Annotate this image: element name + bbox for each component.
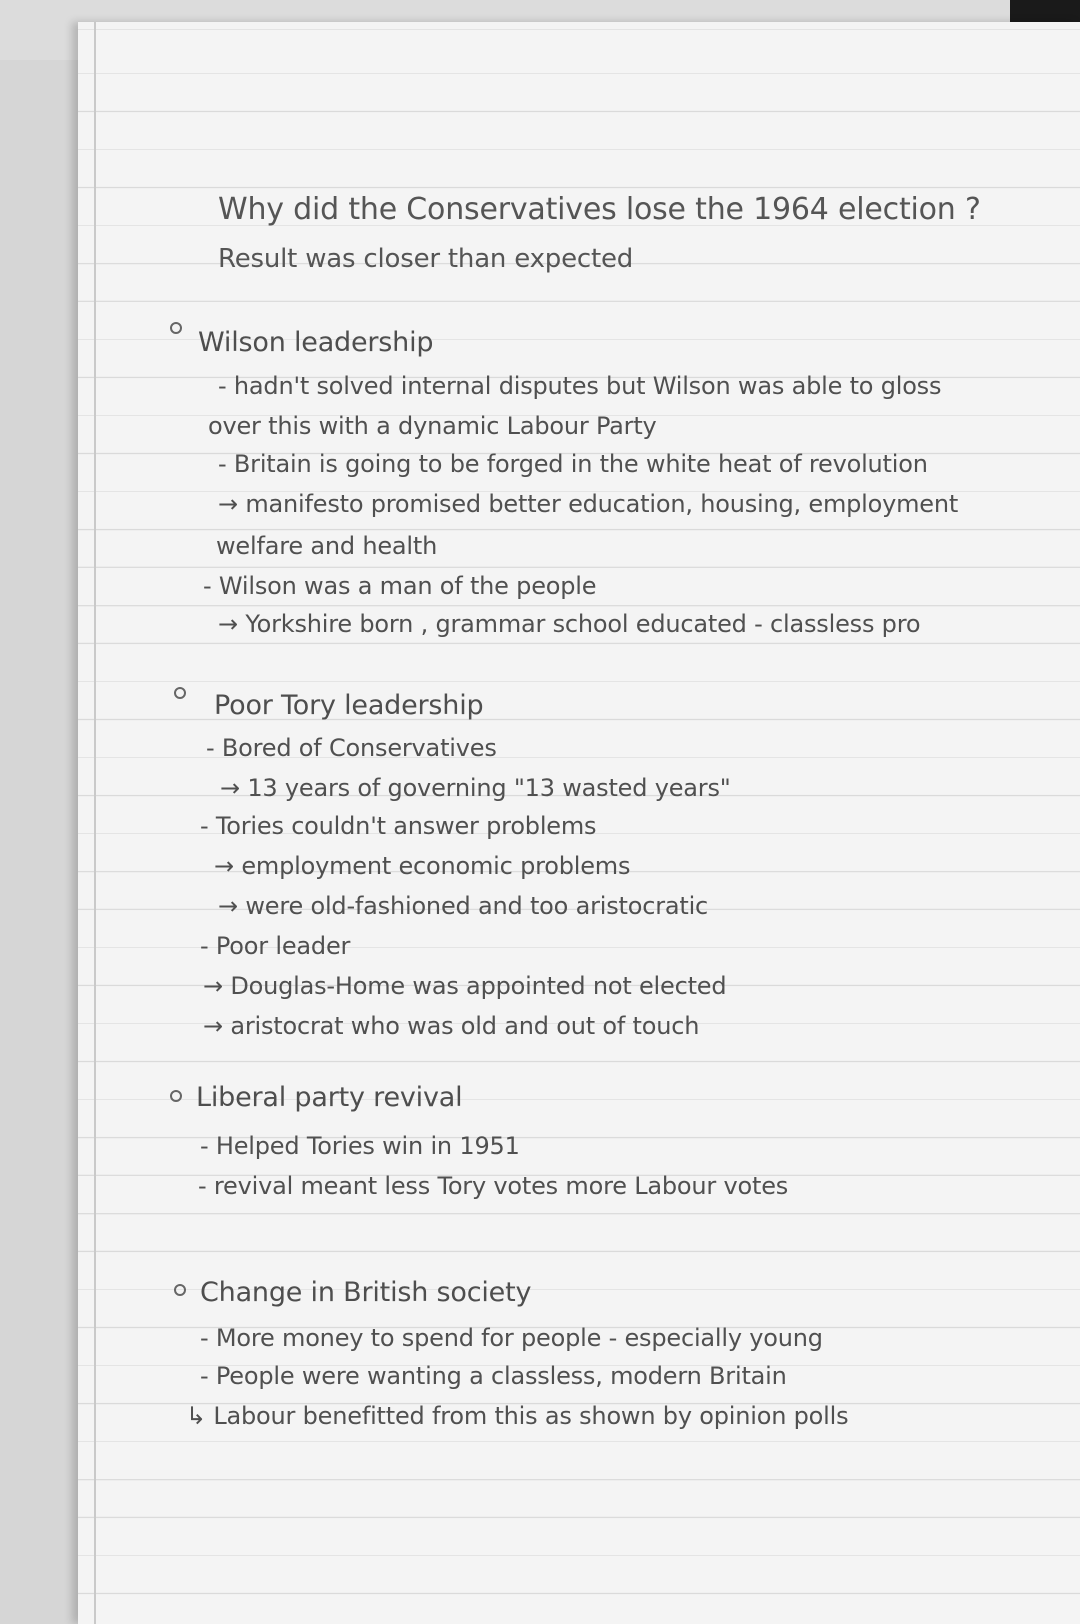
note-line: → Douglas-Home was appointed not elected	[203, 972, 727, 1000]
note-line: - Tories couldn't answer problems	[200, 812, 597, 840]
section-heading-liberal: Liberal party revival	[196, 1082, 463, 1113]
note-line: - Poor leader	[200, 932, 351, 960]
note-line: → 13 years of governing "13 wasted years"	[220, 774, 731, 802]
page-subtitle: Result was closer than expected	[218, 244, 634, 274]
note-line: - People were wanting a classless, modern Britain	[200, 1362, 787, 1390]
note-line: - Wilson was a man of the people	[203, 572, 597, 600]
section-heading-society: Change in British society	[200, 1277, 532, 1308]
note-line: → Yorkshire born , grammar school educated - classless pro	[218, 610, 921, 638]
section-bullet	[174, 687, 186, 699]
note-line: ↳ Labour benefitted from this as shown by opinion polls	[186, 1402, 849, 1430]
margin-line	[94, 22, 96, 1624]
section-bullet	[174, 1284, 186, 1296]
note-line: - Bored of Conservatives	[206, 734, 497, 762]
note-line: over this with a dynamic Labour Party	[208, 412, 657, 440]
section-bullet	[170, 322, 182, 334]
note-line: - hadn't solved internal disputes but Wilson was able to gloss	[218, 372, 942, 400]
note-line: - revival meant less Tory votes more Labour votes	[198, 1172, 789, 1200]
note-line: → aristocrat who was old and out of touch	[203, 1012, 700, 1040]
notebook-page	[78, 22, 1080, 1624]
note-line: welfare and health	[216, 532, 438, 560]
section-heading-tory: Poor Tory leadership	[214, 690, 484, 721]
note-line: - Britain is going to be forged in the white heat of revolution	[218, 450, 928, 478]
note-line: - Helped Tories win in 1951	[200, 1132, 520, 1160]
section-bullet	[170, 1090, 182, 1102]
note-line: → employment economic problems	[214, 852, 631, 880]
note-line: → manifesto promised better education, housing, employment	[218, 490, 959, 518]
page-title: Why did the Conservatives lose the 1964 election ?	[218, 192, 981, 227]
note-line: - More money to spend for people - especially young	[200, 1324, 823, 1352]
note-line: → were old-fashioned and too aristocratic	[218, 892, 709, 920]
section-heading-wilson: Wilson leadership	[198, 327, 434, 358]
